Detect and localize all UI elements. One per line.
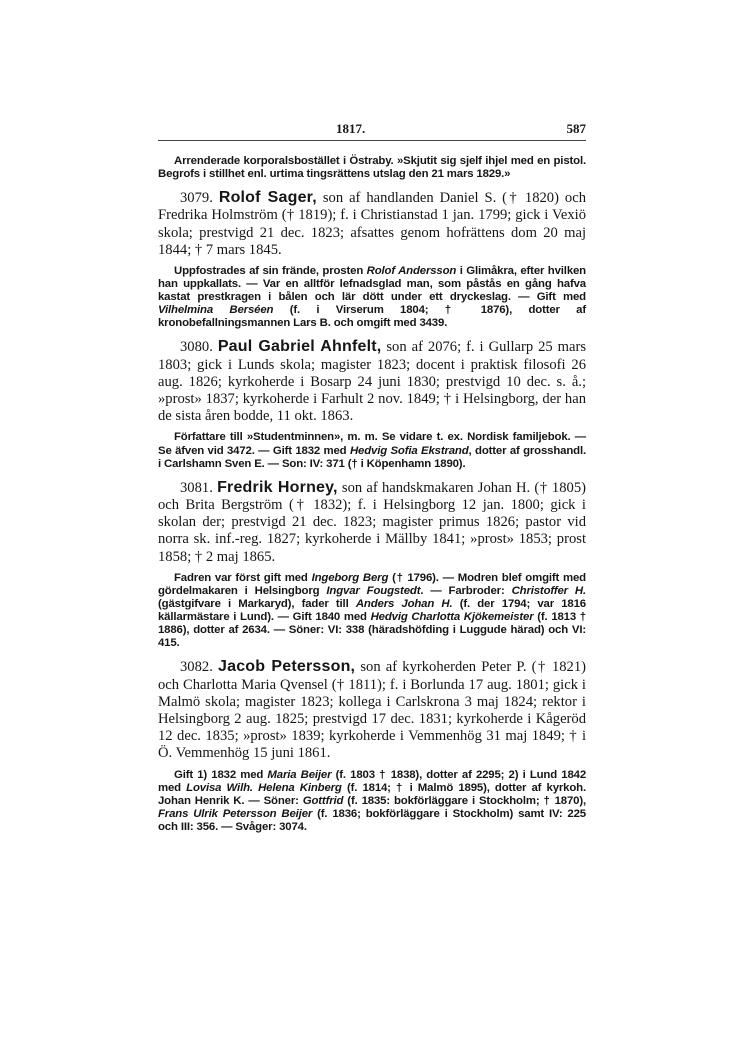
entry-note: Fadren var först gift med Ingeborg Berg († 1796). — Modren blef omgift med gördelmakaren i Helsingborg Ingvar Fougstedt. — Farbroder: Christoffer H. (gästgifvare i Markaryd), fader till Anders Johan H. (f. der 1794; var 1816 källarmästare i Lund). — Gift 1840 med Hedvig Charlotta Kjökemeister (f. 1813 † 1886), dotter af 2634. — Söner: VI: 338 (häradshöfding i Luggude härad) och VI: 415. xyxy=(158,571,586,650)
entry-main xyxy=(158,189,586,259)
header-rule xyxy=(158,140,586,141)
entry-3082 xyxy=(158,658,586,834)
page-number: 587 xyxy=(566,121,586,136)
entry-3079 xyxy=(158,189,586,330)
entry-text: son af kyrkoherden Peter P. († 1821) och Charlotta Maria Qvensel († 1811); f. i Borlunda 17 aug. 1801; gick i Malmö skola; magister 1823; kollega i Carlskrona 3 maj 1824; rektor i Helsingborg 2 aug. 1825; prestvigd 17 dec. 1831; kyrkoherde i Kågeröd 12 dec. 1835; »prost» 1839; kyrkoherde i Vemmenhög 31 maj 1849; † i Ö. Vemmenhög 15 juni 1861. xyxy=(158,659,586,762)
entry-name: Rolof Sager, xyxy=(218,189,317,207)
intro-text: Arrenderade korporalsbostället i Östraby. »Skjutit sig sjelf ihjel med en pistol. Begrofs i stillhet enl. urtima tingsrättens utslag den 21 mars 1829.» xyxy=(158,155,586,181)
entry-note: Gift 1) 1832 med Maria Beijer (f. 1803 † 1838), dotter af 2295; 2) i Lund 1842 med Lovisa Wilh. Helena Kinberg (f. 1814; † i Malmö 1895), dotter af kyrkoh. Johan Henrik K. — Söner: Gottfrid (f. 1835: bokförläggare i Stockholm; † 1870), Frans Ulrik Petersson Beijer (f. 1836; bokförläggare i Stockholm) samt IV: 225 och III: 356. — Svåger: 3074. xyxy=(158,768,587,833)
entry-main xyxy=(158,658,586,762)
entry-number: 3079. xyxy=(180,190,213,207)
entry-number: 3082. xyxy=(180,659,213,676)
entry-3081 xyxy=(158,479,586,651)
entry-3080 xyxy=(158,338,586,470)
entry-text: son af 2076; f. i Gullarp 25 mars 1803; gick i Lunds skola; magister 1823; docent i praktisk filosofi 26 aug. 1826; kyrkoherde i Bosarp 24 juni 1830; prestvigd 10 dec. s. å.; »prost» 1837; kyrkoherde i Farhult 2 nov. 1849; † i Helsingborg, der han de sista åren bodde, 11 okt. 1863. xyxy=(158,339,587,425)
entry-main xyxy=(158,338,586,425)
entry-text: son af handskmakaren Johan H. († 1805) och Brita Bergström († 1832); f. i Helsingborg 12 jan. 1800; gick i skolan der; prestvigd 21 dec. 1823; magister primus 1826; pastor vid norra sk. inf.-reg. 1827; kyrkoherde i Mällby 1841; »prost» 1853; prost 1858; † 2 maj 1865. xyxy=(158,479,586,565)
text-column xyxy=(158,155,586,834)
header-year: 1817. xyxy=(336,121,366,136)
entry-main xyxy=(158,479,586,566)
entry-name: Jacob Petersson, xyxy=(218,658,356,676)
entry-note: Uppfostrades af sin frände, prosten Rolof Andersson i Glimåkra, efter hvilken han uppkallats. — Var en alltför lefnadsglad man, som påstås en gång hafva kastat prestkragen i bålen och lär dött under ett dryckeslag. — Gift med Vilhelmina Berséen (f. i Virserum 1804; † 1876), dotter af kronobefallningsmannen Lars B. och omgift med 3439. xyxy=(158,265,587,330)
entry-number: 3080. xyxy=(180,339,213,356)
intro-note xyxy=(158,155,586,181)
entry-name: Paul Gabriel Ahnfelt, xyxy=(217,338,382,356)
entry-name: Fredrik Horney, xyxy=(217,478,338,496)
entry-number: 3081. xyxy=(180,479,213,496)
entry-text: son af handlanden Daniel S. († 1820) och Fredrika Holmström († 1819); f. i Christianstad 1 jan. 1799; gick i Vexiö skola; prestvigd 21 dec. 1823; afsattes genom hofrättens dom 20 maj 1844; † 7 mars 1845. xyxy=(158,190,586,258)
page-header xyxy=(158,121,586,139)
entry-note: Författare till »Studentminnen», m. m. Se vidare t. ex. Nordisk familjebok. — Se äfven vid 3472. — Gift 1832 med Hedvig Sofia Ekstrand, dotter af grosshandl. i Carlshamn Sven E. — Son: IV: 371 († i Köpenhamn 1890). xyxy=(158,431,587,470)
